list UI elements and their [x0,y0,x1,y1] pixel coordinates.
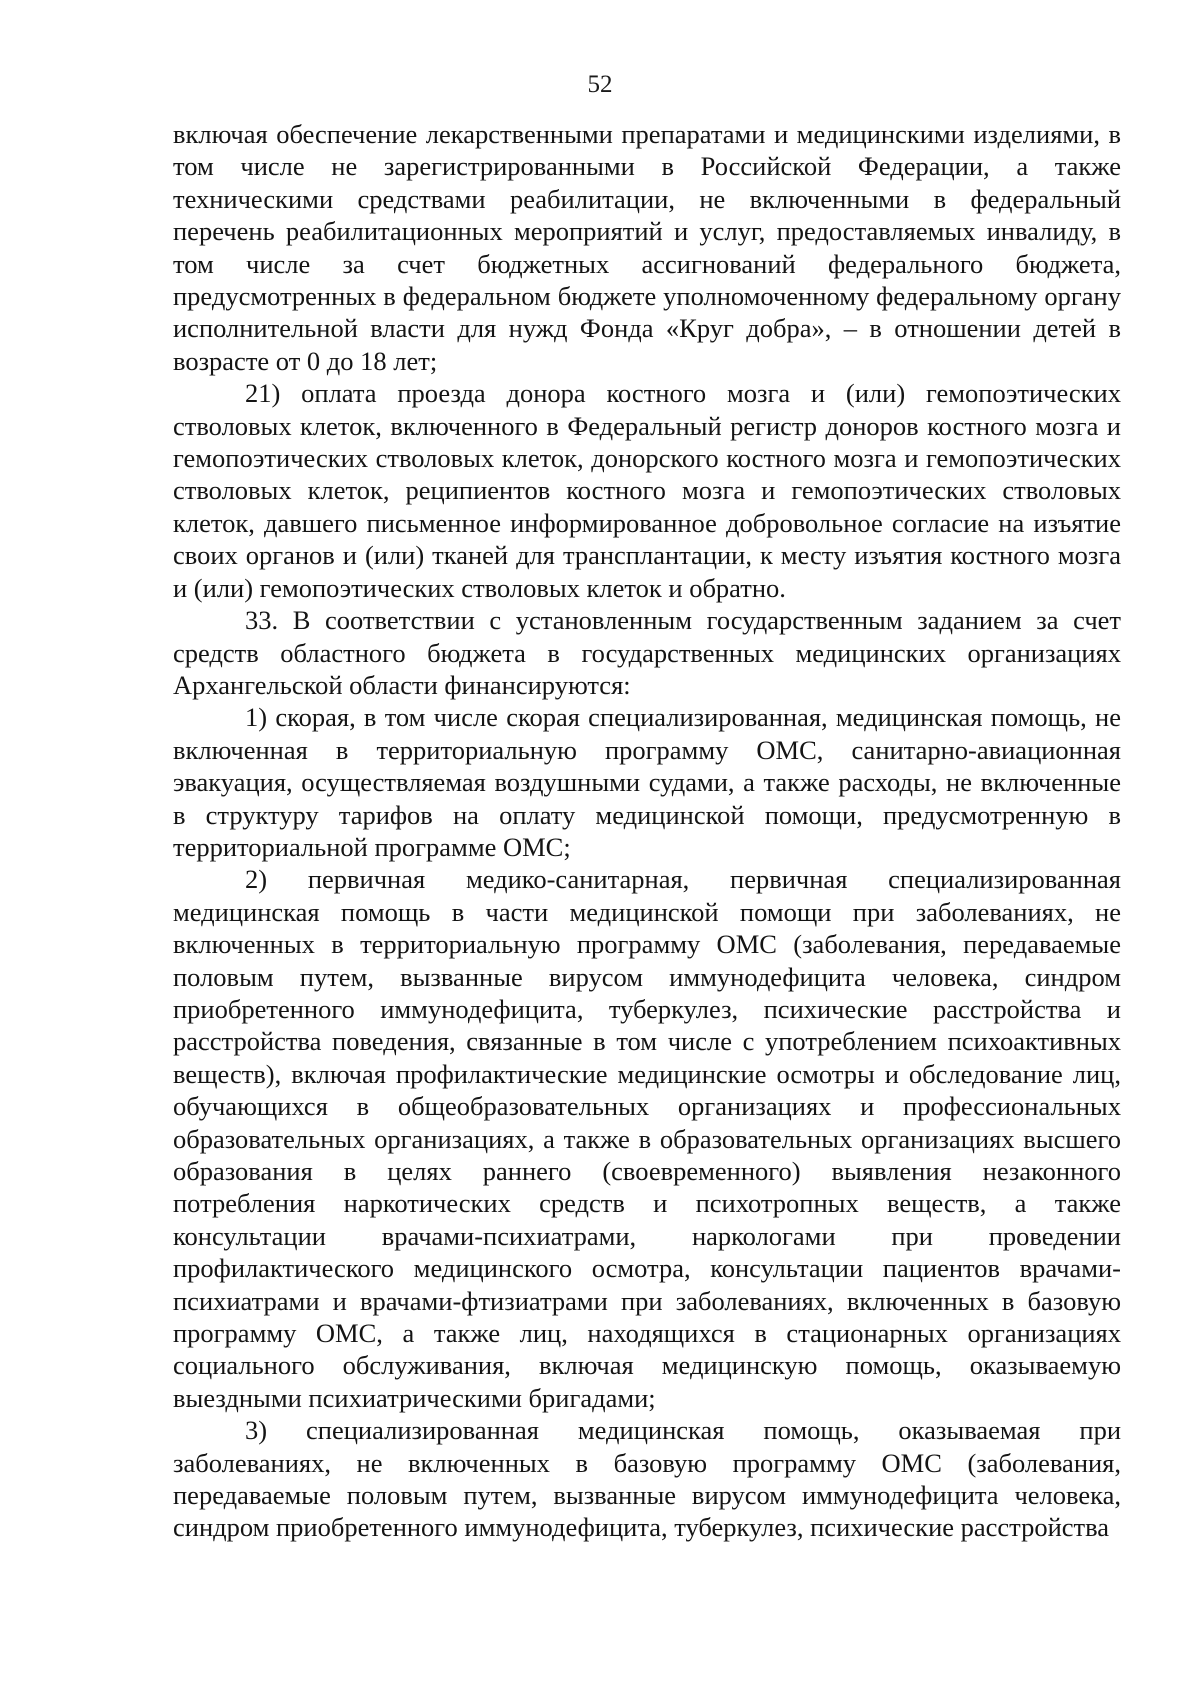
paragraph-continuation: включая обеспечение лекарственными препаратами и медицинскими изделиями, в том числе не зарегистрированными в Российской Федерации, а также техническими средствами реабилитации, не включенными в федеральный перечень реабилитационных мероприятий и услуг, предоставляемых инвалиду, в том числе за счет бюджетных ассигнований федерального бюджета, предусмотренных в федеральном бюджете уполномоченному федеральному органу исполнительной власти для нужд Фонда «Круг добра», – в отношении детей в возрасте от 0 до 18 лет; [173,119,1121,376]
document-body [173,118,1121,1544]
paragraph-item-3: 3) специализированная медицинская помощь, оказываемая при заболеваниях, не включенных в базовую программу ОМС (заболевания, передаваемые половым путем, вызванные вирусом иммунодефицита человека, синдром приобретенного иммунодефицита, туберкулез, психические расстройства [173,1415,1121,1543]
paragraph-item-1: 1) скорая, в том числе скорая специализированная, медицинская помощь, не включенная в территориальную программу ОМС, санитарно-авиационная эвакуация, осуществляемая воздушными судами, а также расходы, не включенные в структуру тарифов на оплату медицинской помощи, предусмотренную в территориальной программе ОМС; [173,702,1121,862]
page-number: 52 [587,71,613,98]
paragraph-item-21: 21) оплата проезда донора костного мозга и (или) гемопоэтических стволовых клеток, включенного в Федеральный регистр доноров костного мозга и гемопоэтических стволовых клеток, донорского костного мозга и гемопоэтических стволовых клеток, реципиентов костного мозга и гемопоэтических стволовых клеток, давшего письменное информированное добровольное согласие на изъятие своих органов и (или) тканей для трансплантации, к месту изъятия костного мозга и (или) гемопоэтических стволовых клеток и обратно. [173,378,1121,603]
paragraph-item-2: 2) первичная медико-санитарная, первичная специализированная медицинская помощь в части медицинской помощи при заболеваниях, не включенных в территориальную программу ОМС (заболевания, передаваемые половым путем, вызванные вирусом иммунодефицита человека, синдром приобретенного иммунодефицита, туберкулез, психические расстройства и расстройства поведения, связанные в том числе с употреблением психоактивных веществ), включая профилактические медицинские осмотры и обследование лиц, обучающихся в общеобразовательных организациях и профессиональных образовательных организациях, а также в образовательных организациях высшего образования в целях раннего (своевременного) выявления незаконного потребления наркотических средств и психотропных веществ, а также консультации врачами-психиатрами, наркологами при проведении профилактического медицинского осмотра, консультации пациентов врачами-психиатрами и врачами-фтизиатрами при заболеваниях, включенных в базовую программу ОМС, а также лиц, находящихся в стационарных организациях социального обслуживания, включая медицинскую помощь, оказываемую выездными психиатрическими бригадами; [173,864,1121,1413]
paragraph-section-33: 33. В соответствии с установленным государственным заданием за счет средств областного бюджета в государственных медицинских организациях Архангельской области финансируются: [173,605,1121,700]
